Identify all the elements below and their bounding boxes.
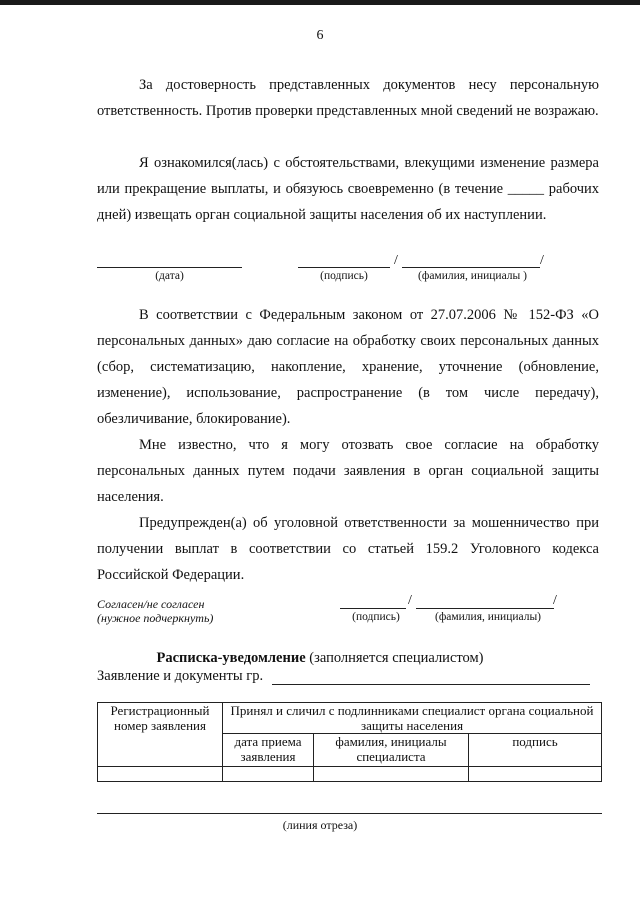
paragraph-withdrawal: Мне известно, что я могу отозвать свое согласие на обработку персональных данных путем подачи заявления в орган социальной защиты населения.	[97, 437, 599, 505]
signature-caption: (подпись)	[320, 270, 368, 282]
table-row	[98, 703, 602, 734]
registration-table	[97, 702, 602, 782]
name-line	[402, 267, 540, 268]
reg-number-header: Регистрационный номер заявления	[98, 703, 223, 767]
top-border-line	[0, 0, 640, 5]
slash-separator: /	[553, 593, 557, 608]
consent-name-line	[416, 608, 554, 609]
paragraph-personal-data-consent: В соответствии с Федеральным законом от 27.07.2006 № 152-ФЗ «О персональных данных» даю согласие на обработку своих персональных данных (сбор, систематизацию, накопление, хранение, уточнение (обновление, изменение), использование, распространение (в том числе передачу), обезличивание, блокирование).	[97, 307, 599, 427]
name-caption: (фамилия, инициалы )	[418, 270, 527, 282]
slash-separator: /	[540, 253, 544, 268]
consent-choice-label: Согласен/не согласен	[97, 597, 205, 611]
receipt-title-note: (заполняется специалистом)	[305, 650, 484, 666]
consent-name-caption: (фамилия, инициалы)	[434, 611, 542, 623]
table-row	[98, 767, 602, 782]
table-cell	[98, 767, 223, 782]
table-cell	[223, 767, 314, 782]
applicant-name-line	[272, 684, 590, 685]
cut-line-caption: (линия отреза)	[282, 818, 358, 832]
date-line	[97, 267, 242, 268]
consent-signature-line	[340, 608, 406, 609]
applicant-label: Заявление и документы гр.	[97, 668, 264, 684]
slash-separator: /	[408, 593, 412, 608]
cut-line	[97, 813, 602, 814]
paragraph-responsibility: За достоверность представленных документов несу персональную ответственность. Против проверки представленных мной сведений не возражаю.	[97, 77, 599, 119]
consent-signature-caption: (подпись)	[352, 611, 400, 623]
receipt-title	[0, 650, 640, 667]
accepted-header: Принял и сличил с подлинниками специалист органа социальной защиты населения	[223, 703, 602, 734]
consent-hint-label: (нужное подчеркнуть)	[97, 611, 214, 625]
paragraph-fraud-warning: Предупрежден(а) об уголовной ответственности за мошенничество при получении выплат в соответствии со статьей 159.2 Уголовного кодекса Российской Федерации.	[97, 515, 599, 583]
page-number: 6	[316, 28, 324, 43]
receipt-title-bold: Расписка-уведомление	[156, 650, 306, 666]
signature-line	[298, 267, 390, 268]
date-column-header: дата приема заявления	[223, 734, 314, 767]
date-caption: (дата)	[155, 270, 184, 282]
slash-separator: /	[394, 253, 398, 268]
signature-column-header: подпись	[469, 734, 602, 767]
name-column-header: фамилия, инициалы специалиста	[314, 734, 469, 767]
table-cell	[314, 767, 469, 782]
paragraph-notification-obligation: Я ознакомился(лась) с обстоятельствами, влекущими изменение размера или прекращение выплаты, и обязуюсь своевременно (в течение _____ рабочих дней) извещать орган социальной защиты населения об их наступлении.	[97, 155, 599, 223]
table-cell	[469, 767, 602, 782]
